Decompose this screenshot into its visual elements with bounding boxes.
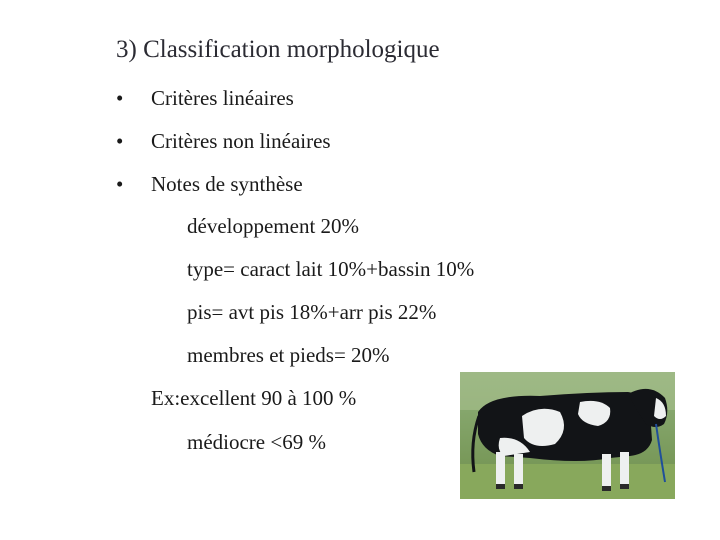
bullet-label: Critères linéaires bbox=[151, 86, 294, 110]
bullet-icon: • bbox=[116, 86, 124, 110]
cow-illustration bbox=[460, 372, 675, 499]
slide-title: 3) Classification morphologique bbox=[116, 36, 440, 63]
bullet-icon: • bbox=[116, 172, 124, 196]
example-mediocre: médiocre <69 % bbox=[187, 430, 326, 454]
sub-item-pis: pis= avt pis 18%+arr pis 22% bbox=[187, 300, 437, 324]
bullet-label: Critères non linéaires bbox=[151, 129, 331, 153]
example-excellent: Ex:excellent 90 à 100 % bbox=[151, 386, 357, 410]
sub-item-type: type= caract lait 10%+bassin 10% bbox=[187, 257, 475, 281]
sub-item-membres: membres et pieds= 20% bbox=[187, 343, 390, 367]
bullet-icon: • bbox=[116, 129, 124, 153]
bullet-label: Notes de synthèse bbox=[151, 172, 303, 196]
sub-item-developpement: développement 20% bbox=[187, 214, 360, 238]
foreground-grass bbox=[460, 464, 675, 499]
cow-photo bbox=[460, 372, 675, 499]
